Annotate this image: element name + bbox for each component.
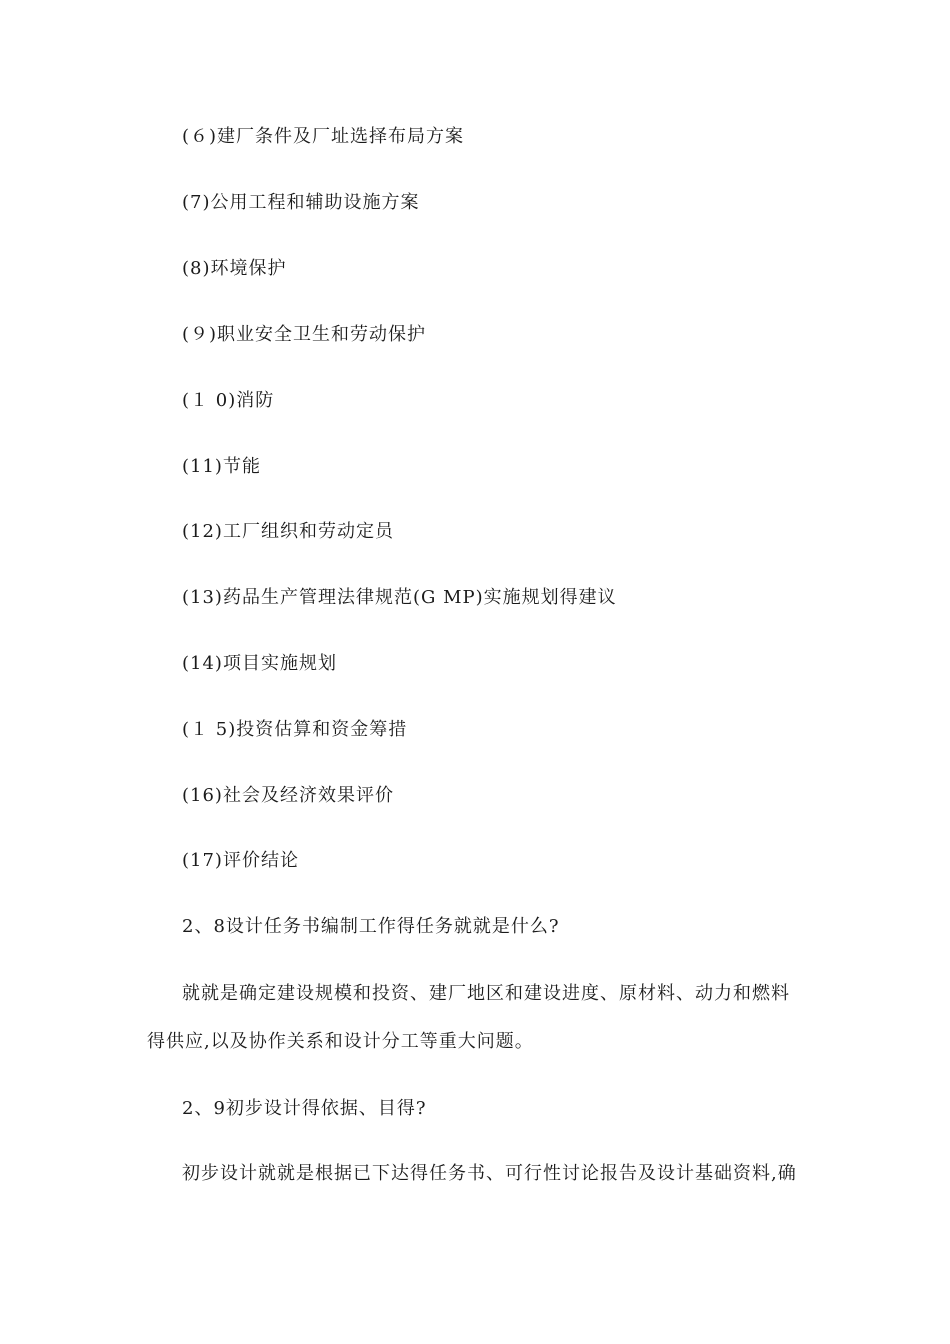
- list-item: (8)环境保护: [182, 258, 287, 279]
- answer-paragraph-line: 就就是确定建设规模和投资、建厂地区和建设进度、原材料、动力和燃料: [182, 983, 790, 1004]
- list-item: (１ 5)投资估算和资金筹措: [182, 719, 408, 740]
- list-item: (13)药品生产管理法律规范(G MP)实施规划得建议: [182, 587, 617, 608]
- list-item: (12)工厂组织和劳动定员: [182, 521, 394, 542]
- list-item: (14)项目实施规划: [182, 653, 337, 674]
- question-heading: 2、8设计任务书编制工作得任务就就是什么?: [182, 916, 560, 937]
- question-heading: 2、9初步设计得依据、目得?: [182, 1098, 427, 1119]
- list-item: (16)社会及经济效果评价: [182, 785, 394, 806]
- list-item: (９)职业安全卫生和劳动保护: [182, 324, 427, 345]
- answer-paragraph-line: 得供应,以及协作关系和设计分工等重大问题。: [147, 1031, 534, 1052]
- list-item: (１ 0)消防: [182, 390, 275, 411]
- list-item: (17)评价结论: [182, 850, 299, 871]
- list-item: (６)建厂条件及厂址选择布局方案: [182, 126, 465, 147]
- list-item: (7)公用工程和辅助设施方案: [182, 192, 420, 213]
- list-item: (11)节能: [182, 456, 261, 477]
- answer-paragraph-line: 初步设计就就是根据已下达得任务书、可行性讨论报告及设计基础资料,确: [182, 1163, 797, 1184]
